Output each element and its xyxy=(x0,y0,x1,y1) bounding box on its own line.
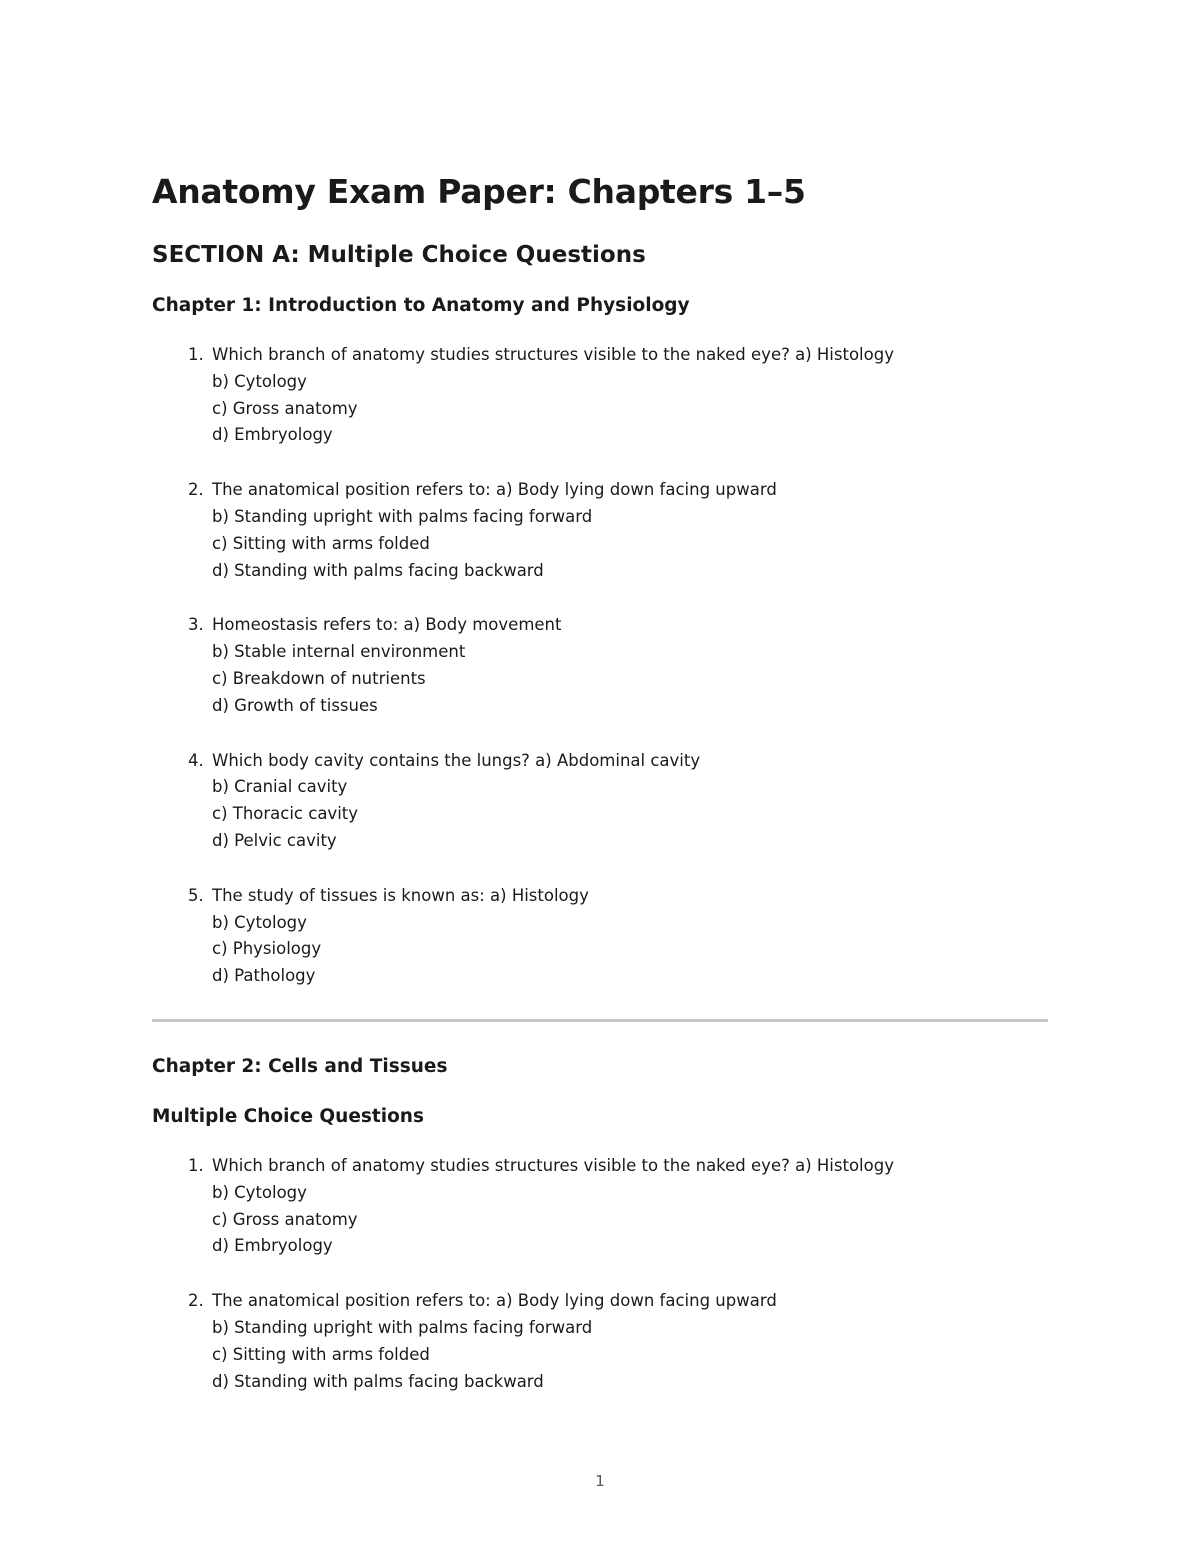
question-item xyxy=(152,883,1048,990)
chapter-1-question-list xyxy=(152,342,1048,990)
question-stem: Which body cavity contains the lungs? a) Abdominal cavity xyxy=(212,750,701,770)
question-number: 1. xyxy=(188,345,204,364)
answer-option: c) Sitting with arms folded xyxy=(212,533,430,553)
question-item xyxy=(152,477,1048,584)
question-item xyxy=(152,612,1048,719)
answer-option: d) Standing with palms facing backward xyxy=(212,560,544,580)
answer-option: c) Thoracic cavity xyxy=(212,804,359,824)
chapter-1-heading: Chapter 1: Introduction to Anatomy and Physiology xyxy=(152,295,690,316)
question-item xyxy=(152,342,1048,449)
answer-option: d) Growth of tissues xyxy=(212,695,378,715)
answer-option: b) Standing upright with palms facing forward xyxy=(212,1317,593,1337)
answer-option: b) Stable internal environment xyxy=(212,642,466,662)
answer-option: c) Gross anatomy xyxy=(212,398,358,418)
chapter-2 xyxy=(152,1055,1048,1395)
answer-option: b) Cranial cavity xyxy=(212,777,348,797)
chapter-2-subheading: Multiple Choice Questions xyxy=(152,1105,424,1127)
question-item xyxy=(152,1288,1048,1395)
question-number: 1. xyxy=(188,1155,204,1175)
document-page xyxy=(152,170,1048,1395)
question-stem: Which branch of anatomy studies structures visible to the naked eye? a) Histology xyxy=(212,1155,894,1175)
page-number: 1 xyxy=(595,1472,605,1490)
chapter-1 xyxy=(152,294,1048,990)
horizontal-divider xyxy=(152,1019,1048,1022)
question-number: 2. xyxy=(188,480,204,500)
question-item xyxy=(152,1153,1048,1260)
answer-option: b) Cytology xyxy=(212,371,307,391)
answer-option: c) Breakdown of nutrients xyxy=(212,668,426,688)
answer-option: b) Cytology xyxy=(212,912,307,932)
question-number: 3. xyxy=(188,615,204,635)
answer-option: b) Standing upright with palms facing forward xyxy=(212,506,593,526)
answer-option: d) Embryology xyxy=(212,1236,333,1256)
question-stem: The anatomical position refers to: a) Body lying down facing upward xyxy=(212,480,777,500)
question-number: 5. xyxy=(188,885,204,905)
chapter-2-heading: Chapter 2: Cells and Tissues xyxy=(152,1055,448,1077)
question-number: 4. xyxy=(188,750,204,770)
answer-option: c) Physiology xyxy=(212,939,322,959)
answer-option: d) Pelvic cavity xyxy=(212,830,337,850)
chapter-2-question-list xyxy=(152,1153,1048,1395)
answer-option: c) Gross anatomy xyxy=(212,1209,358,1229)
question-stem: Homeostasis refers to: a) Body movement xyxy=(212,615,562,635)
section-heading: SECTION A: Multiple Choice Questions xyxy=(152,242,646,268)
question-item xyxy=(152,748,1048,855)
document-title: Anatomy Exam Paper: Chapters 1–5 xyxy=(152,172,806,211)
answer-option: d) Standing with palms facing backward xyxy=(212,1371,544,1391)
question-stem: Which branch of anatomy studies structures visible to the naked eye? a) Histology xyxy=(212,345,894,364)
answer-option: d) Embryology xyxy=(212,425,333,445)
question-stem: The study of tissues is known as: a) Histology xyxy=(212,885,589,905)
question-number: 2. xyxy=(188,1291,204,1311)
answer-option: c) Sitting with arms folded xyxy=(212,1344,430,1364)
question-stem: The anatomical position refers to: a) Body lying down facing upward xyxy=(212,1291,777,1311)
answer-option: d) Pathology xyxy=(212,966,316,986)
answer-option: b) Cytology xyxy=(212,1182,307,1202)
